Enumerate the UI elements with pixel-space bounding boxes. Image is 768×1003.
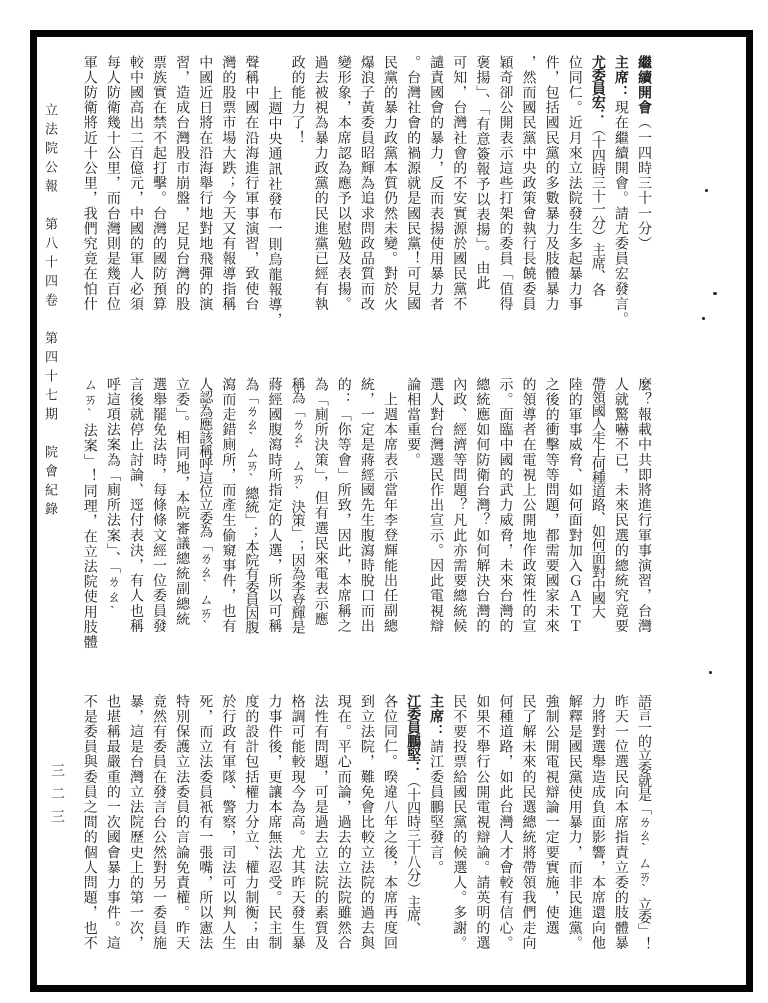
text-column: 。台灣社會的禍源就是國民黨！可見國 (405, 55, 421, 312)
text-column: 人認為應該稱呼這位立委為「ㄌㄠˋㄙㄞˋ (197, 377, 213, 634)
speaker-or-heading: 江委員鵬堅： (405, 694, 421, 775)
text-column: 如果不舉行公開電視辯論。請英明的選 (474, 694, 490, 951)
text-column: 度的設計包括權力分立、權力制衡；由 (243, 694, 259, 951)
text-column: ㄙㄞˋ法案」！同理，在立法院使用肢體 (81, 377, 97, 650)
text-column: 過去被視為暴力政黨的民進黨已經有執 (312, 55, 328, 312)
scan-speck (702, 317, 705, 320)
text-column: 穎奇卻公開表示這些打架的委員「值得 (497, 55, 513, 312)
text-column: 上週本席表示當年李登輝能出任副總 (381, 392, 397, 634)
page-number: 三二三 (49, 763, 64, 832)
text-column: 繼續開會（一四時三十一分） (636, 55, 651, 252)
text-column: 為「廁所決策」，但有選民來電表示應 (312, 377, 328, 627)
text-column: 昨天一位選民向本席指責立委的肢體暴 (612, 694, 628, 951)
text-column: 力事件後，更讓本席無法忍受。民主制 (266, 694, 282, 951)
text-column: 民不要投票給國民黨的候選人。多謝。 (451, 694, 467, 951)
text-column: 解釋是國民黨使用暴力，而非民進黨。 (566, 694, 582, 951)
text-column: 江委員鵬堅：（十四時三十八分）主席、 (405, 694, 421, 936)
text-column: 蔣經國腹瀉時所指定的人選，所以可稱 (266, 377, 282, 634)
text-column: 特別保護立法委員的言論免責權。昨天 (174, 694, 190, 951)
text-column: 人就驚嚇不已，未來民選的總統究竟要 (612, 377, 628, 634)
text-column: 力將對選舉造成負面影響，本席還向他 (589, 694, 605, 951)
text-band-middle (77, 377, 655, 649)
speaker-or-heading: 主席： (612, 55, 628, 101)
text-column: 上週中央通訊社發布一則烏龍報導， (266, 86, 282, 328)
text-column: 麼？報載中共即將進行軍事演習，台灣 (636, 377, 651, 634)
text-column: 為「ㄌㄠˋㄙㄞˋ總統」；本院有委員因腹 (243, 377, 259, 634)
speaker-or-heading: 主席： (428, 694, 444, 740)
text-column: 譴責國會的暴力，反而表揚使用暴力者 (428, 55, 444, 312)
text-column: 較中國高出二百億元，中國的軍人必須 (127, 55, 143, 312)
text-column: 稱為「ㄌㄠˋㄙㄞˋ決策」；因為李登輝是 (289, 377, 305, 634)
text-column: 褒揚」、「有意簽報予以表揚」。由此 (474, 55, 490, 291)
text-column: 每人防衛幾十公里，而台灣則是幾百位 (104, 55, 120, 312)
text-column: 呼這項法案為「廁所法案」、「ㄌㄠˋ (104, 377, 120, 621)
text-column: 可知，台灣社會的不安實源於國民黨不 (451, 55, 467, 312)
text-column: 灣的股票市場大跌；今天又有報導指稱 (220, 55, 236, 312)
speaker-or-heading: 繼續開會 (636, 55, 651, 116)
text-column: 的領導者在電視上公開地作政策性的宣 (520, 377, 536, 634)
speaker-or-heading: 尤委員宏： (589, 55, 605, 123)
text-band-bottom (77, 694, 655, 976)
text-column: 中國近日將在沿海舉行地對地飛彈的演 (197, 55, 213, 312)
text-column: 各位同仁。暌違八年之後，本席再度回 (381, 694, 397, 951)
text-band-top (77, 55, 655, 327)
text-column: 強制公開電視辯論一定要實施，使選 (543, 694, 559, 936)
text-column: 票族實在禁不起打擊。台灣的國防預算 (151, 55, 167, 312)
text-column: 內政、經濟等問題？凡此亦需要總統候 (451, 377, 467, 634)
text-column: 的：「你等會」所致，因此，本席稱之 (335, 377, 351, 634)
text-column: 習，造成台灣股市崩盤，足見台灣的股 (174, 55, 190, 312)
text-column: 暴，這是台灣立法院歷史上的第一次， (127, 694, 143, 951)
text-column: 論相當重要。 (405, 377, 421, 468)
scan-speck (705, 189, 708, 192)
text-column: 民了解未來的民選總統將帶領我們走向 (520, 694, 536, 951)
text-column: 政的能力了！ (289, 55, 305, 146)
text-column: 何種道路，如此台灣人才會較有信心。 (497, 694, 513, 951)
text-column: 竟然有委員在發言台公然對另一委員施 (151, 694, 167, 951)
text-column: 言後就停止討論、逕付表決，有人也稱 (127, 377, 143, 634)
text-column: 不是委員與委員之間的個人問題，也不 (81, 694, 97, 951)
text-column: 變形象，本席認為應予以慰勉及表揚。 (335, 55, 351, 312)
scan-speck (709, 671, 712, 674)
text-column: 法性有問題，可是過去立法院的素質及 (312, 694, 328, 951)
text-column: 格調可能較現今為高。尤其昨天發生暴 (289, 694, 305, 951)
text-column: 民黨的暴力政黨本質仍然未變。對於火 (381, 55, 397, 312)
text-column: 總統應如何防衛台灣？如何解決台灣的 (474, 377, 490, 634)
text-column: 帶領國人走上何種道路、如何面對中國大 (589, 377, 605, 619)
text-column: 選人對台灣選民作出宣示。因此電視辯 (428, 377, 444, 634)
text-column: 位同仁。近月來立法院發生多起暴力事 (566, 55, 582, 312)
text-column: 之後的衝擊等等問題，都需要國家未來 (543, 377, 559, 634)
text-column: 瀉而走錯廁所，而產生偷窺事件，也有 (220, 377, 236, 634)
text-column: 死，而立法委員衹有一張嘴，所以憲法 (197, 694, 213, 951)
text-column: 選舉罷免法時，每條條文經一位委員發 (151, 377, 167, 634)
text-column: 主席：請江委員鵬堅發言。 (428, 694, 444, 876)
text-column: 件，包括國民黨的多數暴力及肢體暴力 (543, 55, 559, 312)
text-column: 聲稱中國在沿海進行軍事演習，致使台 (243, 55, 259, 312)
text-column: 爆浪子黃委員昭輝為追求問政品質而改 (358, 55, 374, 312)
scan-speck (713, 292, 717, 295)
text-column: 於行政有軍隊、警察，司法可以判人生 (220, 694, 236, 951)
text-column: 主席：現在繼續開會。請尤委員宏發言。 (612, 55, 628, 327)
text-column: 陸的軍事威脅、如何面對加入ＧＡＴＴ (566, 377, 582, 634)
text-column: 到立法院，難免會比較立法院的過去與 (358, 694, 374, 951)
text-column: 軍人防衛將近十公里，我們究竟在怕什 (81, 55, 97, 312)
gazette-edge-label: 立法院公報 第八十四卷 第四十七期 院會紀錄 (43, 103, 58, 521)
text-column: 現在。平心而論，過去的立法院雖然合 (335, 694, 351, 951)
text-column: ，然而國民黨中央政策會執行長饒委員 (520, 55, 536, 312)
text-column: 統，一定是蔣經國先生腹瀉時脫口而出 (358, 377, 374, 634)
text-column: 示。面臨中國的武力威脅，未來台灣的 (497, 377, 513, 634)
text-column: 語言一的立委就是「ㄌㄠˋㄙㄞˋ立委」！ (636, 694, 651, 951)
text-column: 也堪稱最嚴重的一次國會暴力事件。這 (104, 694, 120, 951)
text-column: 立委」。相同地，本院審議總統副總統 (174, 377, 190, 627)
text-column: 尤委員宏：（十四時三十一分）主席、各 (589, 55, 605, 297)
